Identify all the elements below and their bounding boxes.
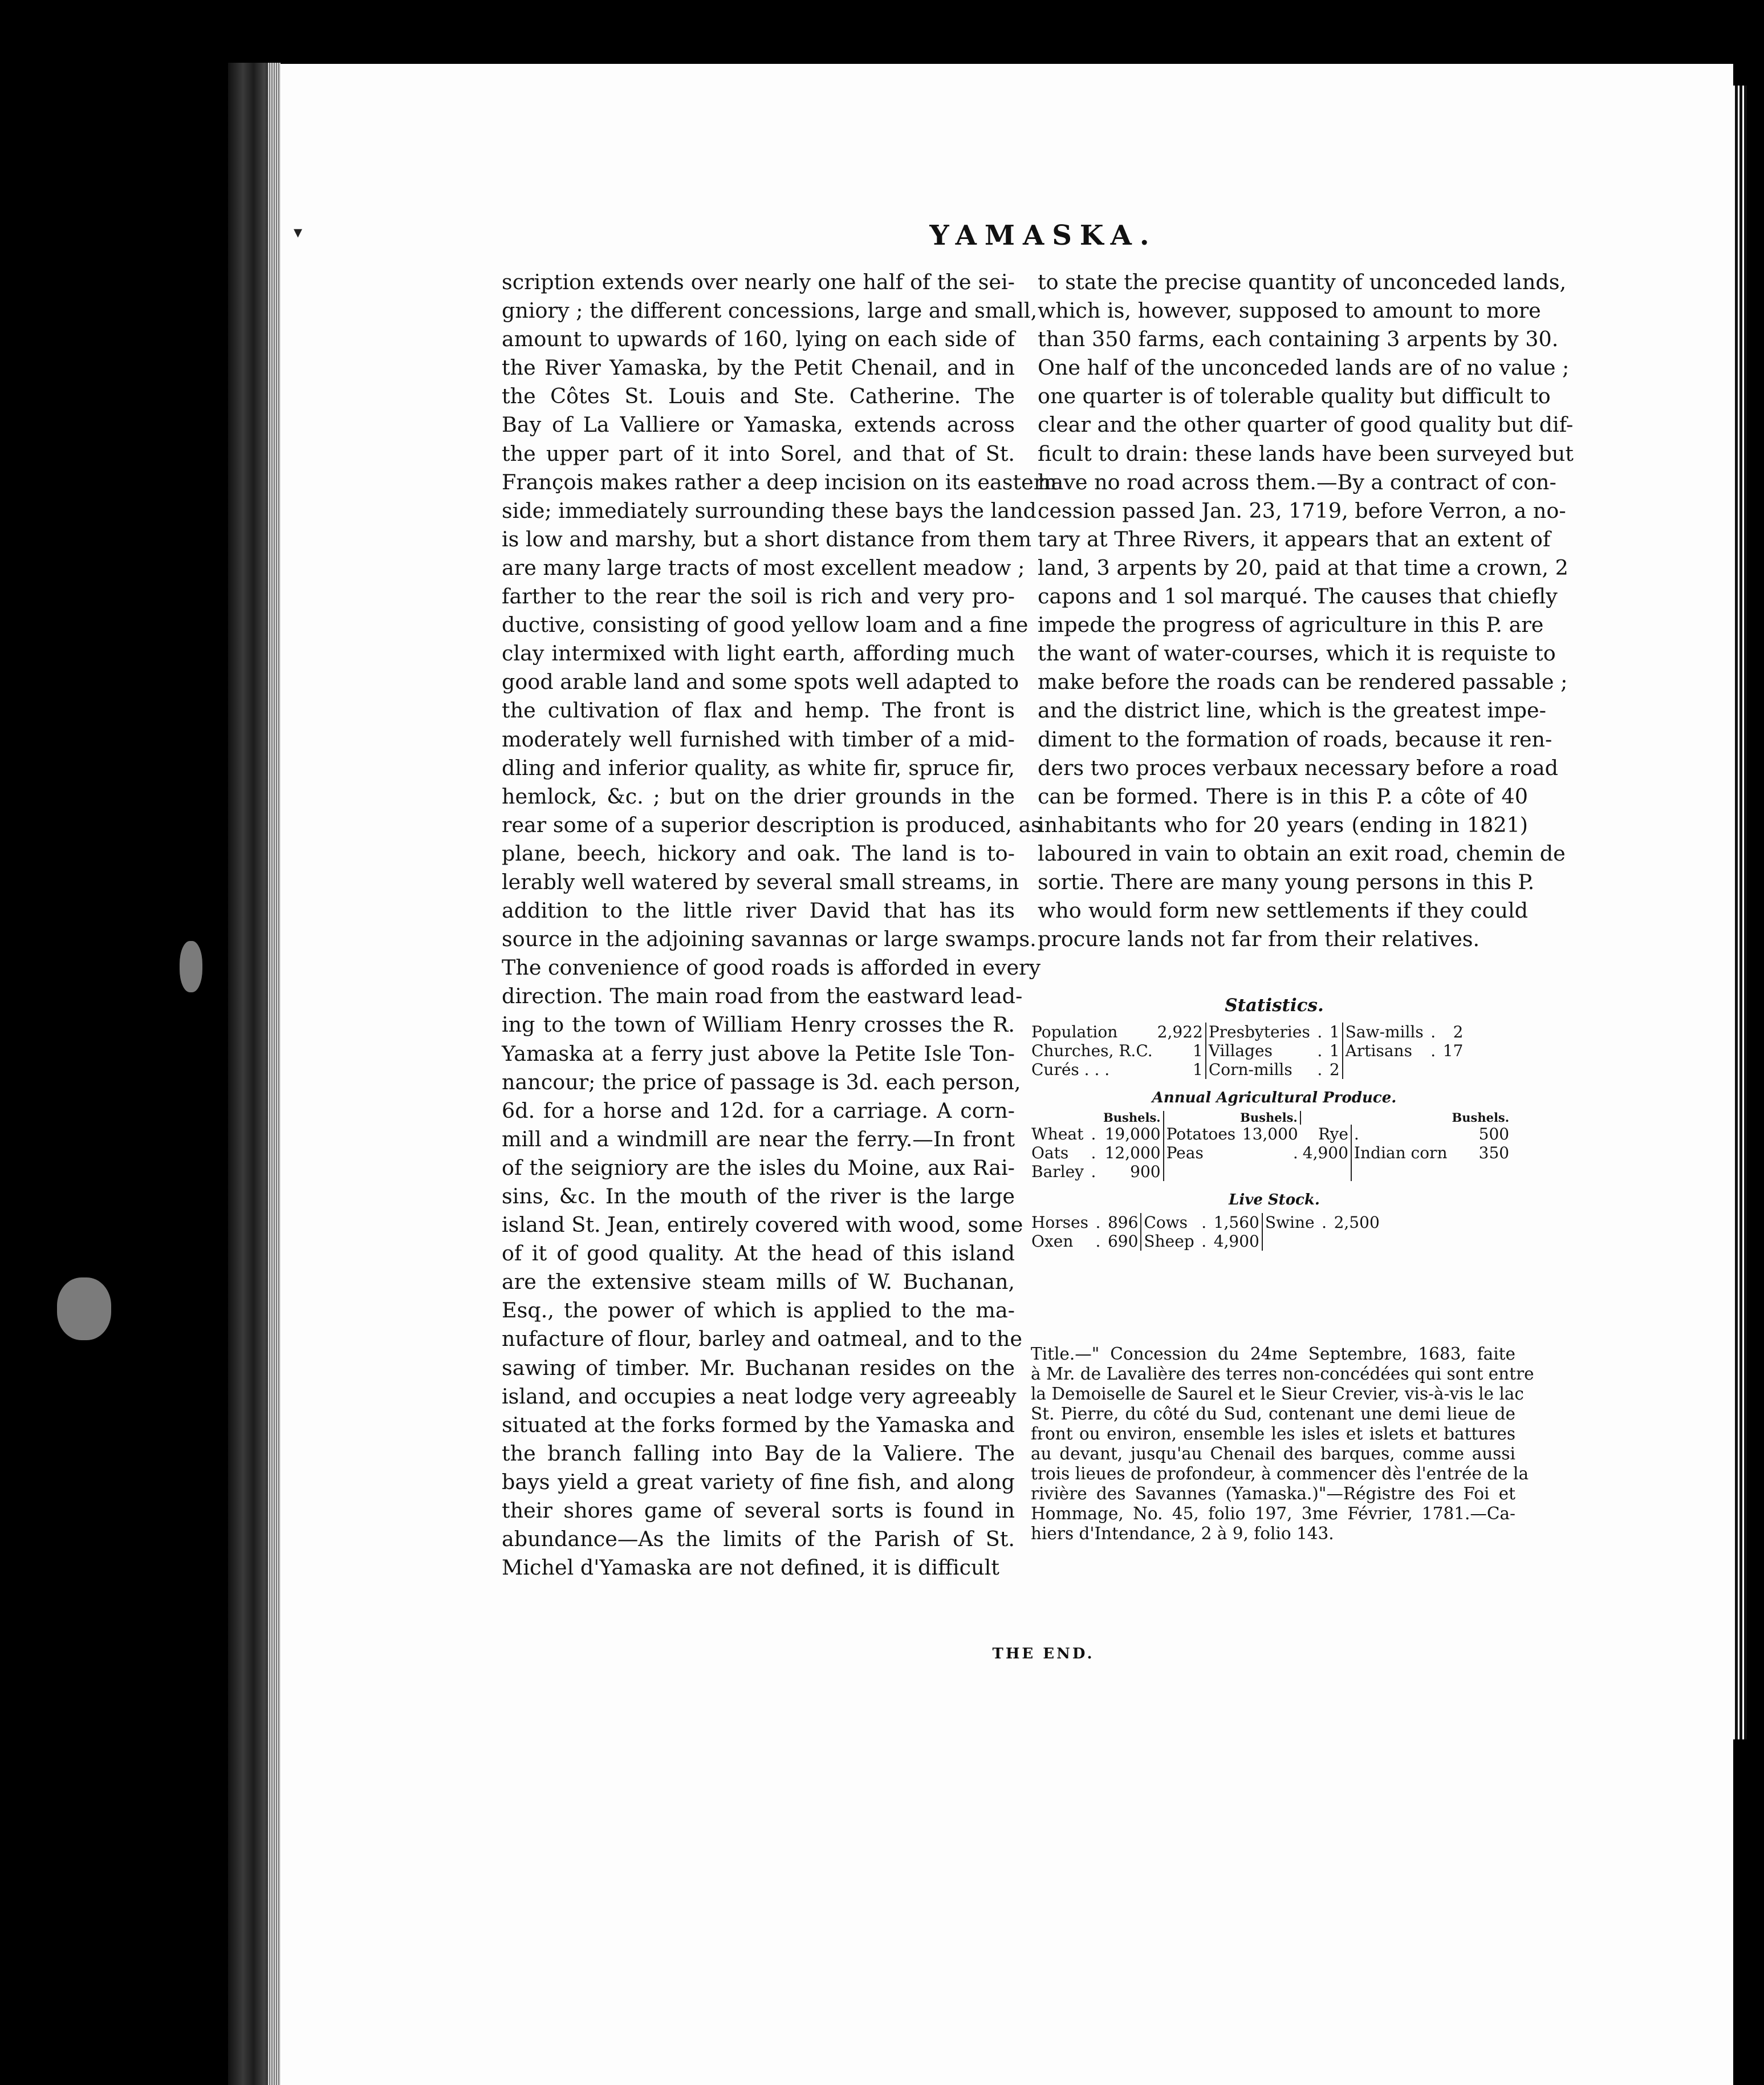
table-cell: Sheep xyxy=(1144,1232,1194,1251)
table-cell: 2 xyxy=(1327,1060,1343,1079)
text-line: François makes rather a deep incision on its eastern xyxy=(502,469,1057,494)
table-cell xyxy=(1164,1162,1238,1181)
text-line: their shores game of several sorts is found in xyxy=(502,1498,1015,1523)
table-cell: 17 xyxy=(1442,1041,1464,1060)
table-cell: Presbyteries xyxy=(1208,1023,1310,1041)
footnote-line: la Demoiselle de Saurel et le Sieur Crevier, vis-à-vis le lac xyxy=(1031,1384,1524,1403)
units-cell xyxy=(1164,1111,1238,1125)
table-row xyxy=(1029,1162,1511,1181)
text-line: addition to the little river David that has its xyxy=(502,898,1015,923)
table-cell xyxy=(1238,1162,1300,1181)
units-cell xyxy=(1300,1111,1351,1125)
text-line: ing to the town of William Henry crosses the R. xyxy=(502,1012,1015,1037)
table-cell: 1 xyxy=(1155,1060,1206,1079)
table-cell: Churches, R.C. xyxy=(1031,1041,1153,1060)
table-cell: . xyxy=(1292,1143,1298,1162)
text-line: plane, beech, hickory and oak. The land is to- xyxy=(502,841,1015,866)
text-line: inhabitants who for 20 years (ending in 1821) xyxy=(1038,812,1528,837)
table-cell xyxy=(1351,1162,1450,1181)
text-line: are many large tracts of most excellent meadow ; xyxy=(502,555,1025,580)
text-line: the upper part of it into Sorel, and that of St. xyxy=(502,441,1015,466)
footnote-line: Title.—" Concession du 24me Septembre, 1683, faite xyxy=(1031,1344,1515,1364)
table-cell: 12,000 xyxy=(1101,1143,1164,1162)
table-cell xyxy=(1332,1232,1382,1251)
table-cell: Peas xyxy=(1166,1143,1204,1162)
title-footnote xyxy=(1031,1344,1534,1544)
text-line: ders two proces verbaux necessary before a road xyxy=(1038,755,1558,780)
table-cell: 896 xyxy=(1105,1213,1141,1232)
table-cell: 4,900 xyxy=(1212,1232,1262,1251)
table-cell: . xyxy=(1091,1162,1096,1181)
page-corner-mark: ▾ xyxy=(294,222,303,242)
units-cell xyxy=(1351,1111,1450,1125)
table-cell: . xyxy=(1095,1213,1101,1232)
right-page-edge xyxy=(1733,86,1747,1739)
table-cell: 1,560 xyxy=(1212,1213,1262,1232)
table-cell: . xyxy=(1201,1213,1207,1232)
text-line: the want of water-courses, which it is requiste to xyxy=(1038,641,1556,666)
table-cell: 690 xyxy=(1105,1232,1141,1251)
text-line: rear some of a superior description is produced, as xyxy=(502,812,1042,837)
text-line: dling and inferior quality, as white fir, spruce fir, xyxy=(502,755,1015,780)
text-line: hemlock, &c. ; but on the drier grounds in the xyxy=(502,784,1015,809)
text-line: amount to upwards of 160, lying on each side of xyxy=(502,327,1015,352)
table-cell: . xyxy=(1317,1023,1323,1041)
table-row xyxy=(1029,1213,1382,1232)
produce-table xyxy=(1029,1111,1511,1181)
table-cell: . xyxy=(1201,1232,1207,1251)
text-line: direction. The main road from the eastward lead- xyxy=(502,984,1023,1009)
text-line: side; immediately surrounding these bays the land xyxy=(502,498,1037,523)
table-cell: 4,900 xyxy=(1300,1143,1351,1162)
text-line: tary at Three Rivers, it appears that an extent of xyxy=(1038,526,1551,551)
table-cell: . xyxy=(1317,1041,1323,1060)
the-end-label: THE END. xyxy=(992,1645,1095,1662)
text-line: nancour; the price of passage is 3d. each person, xyxy=(502,1069,1021,1094)
text-line: scription extends over nearly one half of the sei- xyxy=(502,270,1015,294)
text-line: clear and the other quarter of good quality but dif- xyxy=(1038,412,1574,437)
footnote-line: rivière des Savannes (Yamaska.)"—Régistre des Foi et xyxy=(1031,1484,1515,1503)
text-line: can be formed. There is in this P. a côte of 40 xyxy=(1038,784,1528,809)
table-row xyxy=(1029,1060,1465,1079)
text-line: good arable land and some spots well adapted to xyxy=(502,670,1019,695)
table-cell: Rye xyxy=(1300,1125,1351,1143)
table-cell: 1 xyxy=(1155,1041,1206,1060)
produce-heading: Annual Agricultural Produce. xyxy=(1152,1089,1397,1106)
text-line: moderately well furnished with timber of a mid- xyxy=(502,727,1015,752)
text-line: who would form new settlements if they could xyxy=(1038,898,1528,923)
table-cell: . xyxy=(1317,1060,1323,1079)
units-cell: Bushels. xyxy=(1452,1110,1510,1125)
table-cell: Saw-mills xyxy=(1345,1023,1424,1041)
units-cell xyxy=(1029,1111,1086,1125)
table-cell: Swine xyxy=(1265,1213,1315,1232)
paper-stain xyxy=(180,941,202,992)
text-line: 6d. for a horse and 12d. for a carriage. A corn- xyxy=(502,1098,1015,1123)
table-cell: 2,500 xyxy=(1334,1213,1380,1232)
units-row xyxy=(1029,1111,1511,1125)
table-cell: Cows xyxy=(1144,1213,1188,1232)
table-cell xyxy=(1262,1232,1317,1251)
text-line: bays yield a great variety of fine fish, and along xyxy=(502,1469,1015,1494)
text-line: Esq., the power of which is applied to the ma- xyxy=(502,1298,1015,1323)
livestock-heading: Live Stock. xyxy=(1229,1191,1320,1208)
text-line: procure lands not far from their relatives. xyxy=(1038,927,1480,952)
table-cell xyxy=(1317,1232,1332,1251)
text-line: of it of good quality. At the head of this island xyxy=(502,1241,1015,1266)
text-line: is low and marshy, but a short distance from them xyxy=(502,526,1032,551)
text-line: The convenience of good roads is afforded in every xyxy=(502,955,1041,980)
table-cell: 350 xyxy=(1478,1143,1510,1162)
text-line: the River Yamaska, by the Petit Chenail, and in xyxy=(502,355,1015,380)
text-line: clay intermixed with light earth, affording much xyxy=(502,641,1015,666)
text-line: Bay of La Valliere or Yamaska, extends across xyxy=(502,412,1015,437)
table-cell: 19,000 xyxy=(1101,1125,1164,1143)
text-line: of the seigniory are the isles du Moine, aux Rai- xyxy=(502,1155,1015,1180)
text-line: laboured in vain to obtain an exit road, chemin de xyxy=(1038,841,1566,866)
text-line: sins, &c. In the mouth of the river is the large xyxy=(502,1184,1015,1208)
text-line: impede the progress of agriculture in this P. are xyxy=(1038,612,1544,638)
footnote-line: au devant, jusqu'au Chenail des barques, comme aussi xyxy=(1031,1444,1515,1463)
table-cell xyxy=(1300,1162,1351,1181)
text-line: farther to the rear the soil is rich and very pro- xyxy=(502,584,1015,609)
text-line: have no road across them.—By a contract of con- xyxy=(1038,469,1556,494)
table-cell: 1 xyxy=(1327,1023,1343,1041)
statistics-heading: Statistics. xyxy=(1225,995,1324,1016)
text-line: diment to the formation of roads, because it ren- xyxy=(1038,727,1552,752)
left-page-edge xyxy=(268,63,281,2085)
table-row xyxy=(1029,1041,1465,1060)
text-line: are the extensive steam mills of W. Buchanan, xyxy=(502,1269,1015,1295)
table-cell: Artisans xyxy=(1345,1041,1412,1060)
text-line: land, 3 arpents by 20, paid at that time a crown, 2 xyxy=(1038,555,1568,580)
statistics-block xyxy=(1029,995,1519,1251)
text-line: sortie. There are many young persons in this P. xyxy=(1038,869,1535,894)
text-line: ductive, consisting of good yellow loam and a fine xyxy=(502,612,1029,638)
table-cell: . xyxy=(1091,1125,1096,1143)
table-cell: . xyxy=(1354,1125,1359,1143)
table-cell: 13,000 xyxy=(1242,1125,1298,1143)
text-line: abundance—As the limits of the Parish of St. xyxy=(502,1527,1015,1552)
text-line: to state the precise quantity of unconceded lands, xyxy=(1038,270,1567,294)
table-cell: Barley xyxy=(1031,1162,1084,1181)
book-spine-shadow xyxy=(228,63,271,2085)
table-cell: . xyxy=(1430,1023,1436,1041)
text-line: sawing of timber. Mr. Buchanan resides on the xyxy=(502,1355,1015,1380)
table-cell: 900 xyxy=(1101,1162,1164,1181)
table-cell xyxy=(1449,1162,1511,1181)
units-cell: Bushels. xyxy=(1238,1111,1300,1125)
text-line: Yamaska at a ferry just above la Petite Isle Ton- xyxy=(502,1041,1015,1066)
text-line: and the district line, which is the greatest impe- xyxy=(1038,698,1546,723)
table-cell: Indian corn xyxy=(1354,1143,1448,1162)
table-cell: Oats xyxy=(1031,1143,1069,1162)
table-row xyxy=(1029,1143,1511,1162)
table-cell: Potatoes xyxy=(1166,1125,1236,1143)
table-cell xyxy=(1426,1060,1441,1079)
footnote-line: hiers d'Intendance, 2 à 9, folio 143. xyxy=(1031,1524,1334,1543)
text-line: gniory ; the different concessions, large and small, xyxy=(502,298,1038,323)
table-cell xyxy=(1441,1060,1466,1079)
table-cell: . xyxy=(1430,1041,1436,1060)
table-cell: . xyxy=(1091,1143,1096,1162)
text-line: island St. Jean, entirely covered with wood, some xyxy=(502,1212,1023,1238)
table-cell: Population xyxy=(1031,1023,1118,1041)
table-cell: Villages xyxy=(1208,1041,1273,1060)
table-cell: 500 xyxy=(1478,1125,1510,1143)
text-line: island, and occupies a neat lodge very agreeably xyxy=(502,1384,1017,1409)
text-line: make before the roads can be rendered passable ; xyxy=(1038,670,1568,695)
statistics-table xyxy=(1029,1023,1466,1079)
table-row xyxy=(1029,1232,1382,1251)
table-cell: Wheat xyxy=(1031,1125,1084,1143)
text-line: which is, however, supposed to amount to more xyxy=(1038,298,1541,323)
footnote-line: Hommage, No. 45, folio 197, 3me Février, 1781.—Ca- xyxy=(1031,1504,1515,1523)
units-cell xyxy=(1086,1111,1101,1125)
text-line: source in the adjoining savannas or large swamps. xyxy=(502,927,1037,952)
table-cell: 2,922 xyxy=(1155,1023,1206,1041)
table-cell: 2 xyxy=(1453,1023,1464,1041)
text-line: lerably well watered by several small streams, in xyxy=(502,869,1019,894)
text-line: one quarter is of tolerable quality but difficult to xyxy=(1038,384,1551,409)
text-line: cession passed Jan. 23, 1719, before Verron, a no- xyxy=(1038,498,1566,523)
table-row xyxy=(1029,1125,1511,1143)
text-line: the branch falling into Bay de la Valiere. The xyxy=(502,1441,1015,1466)
text-line: than 350 farms, each containing 3 arpents by 30. xyxy=(1038,327,1559,352)
text-line: mill and a windmill are near the ferry.—In front xyxy=(502,1126,1015,1151)
table-cell: . xyxy=(1322,1213,1327,1232)
text-line: situated at the forks formed by the Yamaska and xyxy=(502,1412,1015,1437)
table-cell: . xyxy=(1095,1232,1101,1251)
text-line: nufacture of flour, barley and oatmeal, and to the xyxy=(502,1327,1022,1352)
footnote-line: à Mr. de Lavalière des terres non-concédées qui sont entre xyxy=(1031,1364,1534,1384)
right-text-column xyxy=(1038,268,1574,954)
text-line: the cultivation of flax and hemp. The front is xyxy=(502,698,1015,723)
footnote-line: St. Pierre, du côté du Sud, contenant une demi lieue de xyxy=(1031,1404,1515,1423)
running-header: YAMASKA. xyxy=(929,220,1157,252)
table-cell: Curés . . . xyxy=(1031,1060,1110,1079)
table-cell: Corn-mills xyxy=(1208,1060,1292,1079)
paper-stain xyxy=(57,1277,111,1340)
livestock-table xyxy=(1029,1213,1382,1251)
footnote-line: trois lieues de profondeur, à commencer dès l'entrée de la xyxy=(1031,1464,1529,1483)
text-line: ficult to drain: these lands have been surveyed but xyxy=(1038,441,1574,466)
units-cell: Bushels. xyxy=(1101,1111,1164,1125)
footnote-line: front ou environ, ensemble les isles et islets et battures xyxy=(1031,1424,1515,1443)
text-line: Michel d'Yamaska are not defined, it is difficult xyxy=(502,1555,999,1580)
table-cell: Horses xyxy=(1031,1213,1088,1232)
text-line: One half of the unconceded lands are of no value ; xyxy=(1038,355,1570,380)
table-cell: Oxen xyxy=(1031,1232,1074,1251)
table-cell xyxy=(1343,1060,1426,1079)
table-row xyxy=(1029,1023,1465,1041)
text-line: the Côtes St. Louis and Ste. Catherine. The xyxy=(502,384,1015,409)
text-line: capons and 1 sol marqué. The causes that chiefly xyxy=(1038,584,1558,609)
table-cell: 1 xyxy=(1327,1041,1343,1060)
